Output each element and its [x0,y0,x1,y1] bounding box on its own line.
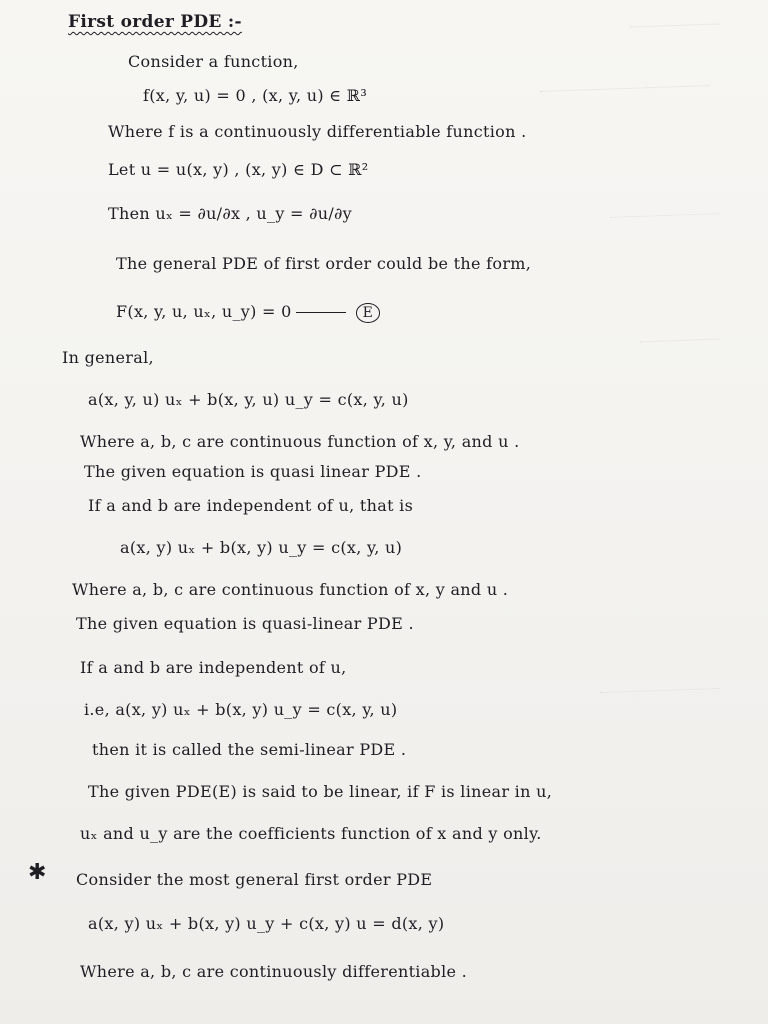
star-bullet: ✱ [28,860,47,885]
equation-line [116,302,380,323]
text-line: then it is called the semi-linear PDE . [92,740,407,759]
text-line: uₓ and u_y are the coefficients function of x and y only. [80,824,542,843]
text-line: Where a, b, c are continuous function of x, y and u . [72,580,509,599]
text-line: Consider the most general first order PDE [76,870,433,889]
equation-line: i.e, a(x, y) uₓ + b(x, y) u_y = c(x, y, u) [84,700,398,719]
equation-line: f(x, y, u) = 0 , (x, y, u) ∈ ℝ³ [143,86,368,105]
dash-connector [296,312,346,313]
equation-text: F(x, y, u, uₓ, u_y) = 0 [116,302,292,321]
bleed-through-mark [600,688,720,703]
bleed-through-mark [630,23,720,39]
text-line: Where a, b, c are continuous function of x, y, and u . [80,432,520,451]
text-line: In general, [62,348,154,367]
bleed-through-mark [640,339,720,353]
bleed-through-mark [540,85,710,106]
text-line: The given equation is quasi linear PDE . [84,462,422,481]
text-line: The general PDE of first order could be the form, [116,254,532,273]
text-line: Where f is a continuously differentiable function . [108,122,527,141]
equation-line: a(x, y) uₓ + b(x, y) u_y = c(x, y, u) [120,538,403,557]
text-line: If a and b are independent of u, [80,658,347,677]
text-line: Consider a function, [128,52,299,71]
text-line: Where a, b, c are continuously differentiable . [80,962,468,981]
text-line: The given PDE(E) is said to be linear, if F is linear in u, [88,782,553,801]
equation-line: a(x, y, u) uₓ + b(x, y, u) u_y = c(x, y, u) [88,390,409,409]
bleed-through-mark [610,213,720,228]
page-title: First order PDE :- [68,12,242,32]
equation-line: a(x, y) uₓ + b(x, y) u_y + c(x, y) u = d(x, y) [88,914,445,933]
text-line: If a and b are independent of u, that is [88,496,414,515]
text-line: The given equation is quasi-linear PDE . [76,614,414,633]
equation-line: Then uₓ = ∂u/∂x , u_y = ∂u/∂y [108,204,352,223]
text-line: Let u = u(x, y) , (x, y) ∈ D ⊂ ℝ² [108,160,369,179]
equation-tag: E [356,303,381,323]
